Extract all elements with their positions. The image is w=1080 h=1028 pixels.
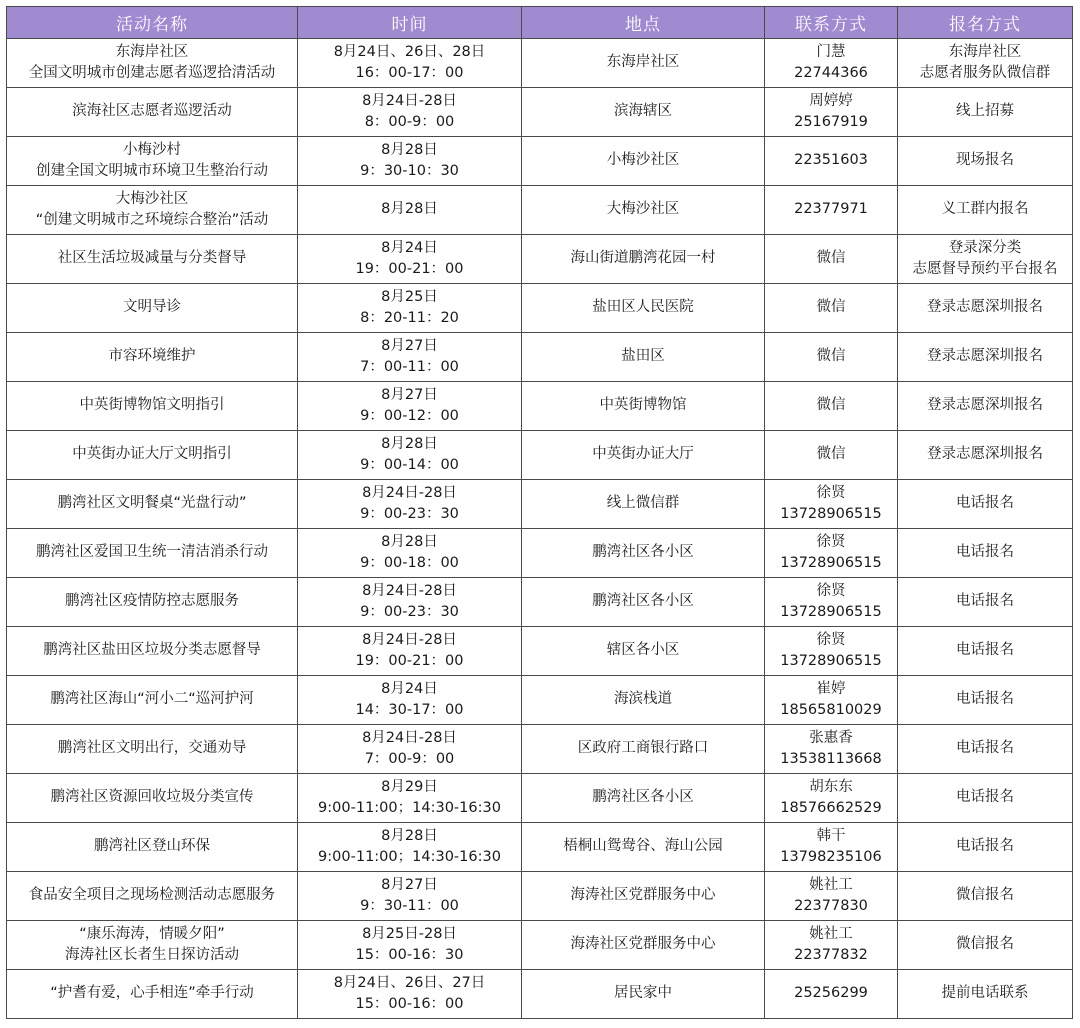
header-location: 地点 bbox=[522, 7, 765, 39]
cell-location-line: 海涛社区党群服务中心 bbox=[570, 936, 716, 953]
cell-activity-line: 鹏湾社区疫情防控志愿服务 bbox=[65, 593, 239, 610]
cell-activity-line: 大梅沙社区 bbox=[115, 190, 189, 207]
table-row bbox=[7, 480, 1073, 529]
cell-signup bbox=[898, 39, 1073, 88]
header-row bbox=[7, 7, 1073, 39]
header-time: 时间 bbox=[298, 7, 522, 39]
table-row bbox=[7, 39, 1073, 88]
cell-contact bbox=[765, 774, 898, 823]
cell-signup-line: 现场报名 bbox=[956, 152, 1014, 169]
cell-time-line: 9：30-10：30 bbox=[360, 163, 459, 179]
cell-time-line: 8月24日-28日 bbox=[362, 582, 457, 599]
cell-location bbox=[522, 921, 765, 970]
cell-contact-line: 13728906515 bbox=[780, 604, 882, 620]
cell-contact-line: 徐贤 bbox=[816, 631, 846, 648]
cell-location bbox=[522, 872, 765, 921]
table-row bbox=[7, 284, 1073, 333]
cell-contact-line: 崔婷 bbox=[816, 680, 846, 697]
cell-signup-line: 电话报名 bbox=[956, 495, 1014, 512]
cell-signup-line: 义工群内报名 bbox=[941, 201, 1029, 218]
cell-location-line: 海山街道鹏湾花园一村 bbox=[570, 250, 716, 267]
cell-location-line: 梧桐山鸳鸯谷、海山公园 bbox=[563, 838, 723, 855]
cell-time bbox=[298, 578, 522, 627]
cell-contact-line: 微信 bbox=[816, 446, 846, 463]
table-row bbox=[7, 676, 1073, 725]
cell-location-line: 居民家中 bbox=[614, 985, 672, 1002]
cell-activity bbox=[7, 970, 298, 1019]
cell-location bbox=[522, 382, 765, 431]
cell-activity-line: 鹏湾社区文明餐桌“光盘行动” bbox=[57, 495, 247, 512]
cell-signup bbox=[898, 774, 1073, 823]
cell-time-line: 16：00-17：00 bbox=[355, 65, 464, 81]
cell-location-line: 鹏湾社区各小区 bbox=[592, 789, 694, 806]
cell-signup-line: 登录志愿深圳报名 bbox=[927, 299, 1043, 316]
cell-contact-line: 姚社工 bbox=[809, 925, 853, 942]
cell-contact-line: 徐贤 bbox=[816, 582, 846, 599]
cell-location-line: 盐田区人民医院 bbox=[592, 299, 694, 316]
cell-signup-line: 电话报名 bbox=[956, 544, 1014, 561]
cell-signup-line: 电话报名 bbox=[956, 691, 1014, 708]
cell-signup bbox=[898, 284, 1073, 333]
cell-time-line: 15：00-16：00 bbox=[355, 996, 464, 1012]
cell-time-line: 8月24日、26日、28日 bbox=[333, 43, 486, 60]
cell-contact-line: 周婷婷 bbox=[809, 92, 853, 109]
cell-contact bbox=[765, 480, 898, 529]
cell-contact-line: 22377971 bbox=[794, 201, 868, 218]
cell-time-line: 9：00-18：00 bbox=[360, 555, 459, 571]
cell-contact-line: 22377832 bbox=[794, 947, 868, 963]
cell-signup-line: 登录深分类 bbox=[948, 239, 1022, 256]
cell-signup-line: 微信报名 bbox=[956, 936, 1014, 953]
cell-location-line: 海滨栈道 bbox=[614, 691, 672, 708]
cell-activity bbox=[7, 627, 298, 676]
cell-activity-line: 小梅沙村 bbox=[123, 141, 181, 158]
cell-time-line: 19：00-21：00 bbox=[355, 261, 464, 277]
cell-signup bbox=[898, 480, 1073, 529]
cell-location-line: 中英街博物馆 bbox=[599, 397, 687, 414]
cell-activity-line: 鹏湾社区爱国卫生统一清洁消杀行动 bbox=[36, 544, 268, 561]
cell-contact-line: 徐贤 bbox=[816, 533, 846, 550]
cell-signup-line: 志愿督导预约平台报名 bbox=[912, 261, 1058, 277]
cell-time bbox=[298, 88, 522, 137]
cell-activity bbox=[7, 480, 298, 529]
cell-contact-line: 韩干 bbox=[816, 827, 846, 844]
cell-time bbox=[298, 137, 522, 186]
cell-contact bbox=[765, 578, 898, 627]
cell-time-line: 9：30-11：00 bbox=[360, 898, 459, 914]
cell-location bbox=[522, 88, 765, 137]
cell-time bbox=[298, 774, 522, 823]
cell-contact-line: 22744366 bbox=[794, 65, 868, 81]
cell-contact bbox=[765, 186, 898, 235]
cell-activity bbox=[7, 284, 298, 333]
cell-contact-line: 18565810029 bbox=[780, 702, 882, 718]
cell-activity bbox=[7, 921, 298, 970]
table-row bbox=[7, 529, 1073, 578]
cell-contact bbox=[765, 137, 898, 186]
cell-signup bbox=[898, 676, 1073, 725]
cell-location bbox=[522, 137, 765, 186]
cell-location bbox=[522, 186, 765, 235]
cell-contact bbox=[765, 921, 898, 970]
cell-contact bbox=[765, 970, 898, 1019]
cell-contact-line: 22377830 bbox=[794, 898, 868, 914]
cell-signup-line: 登录志愿深圳报名 bbox=[927, 397, 1043, 414]
cell-location bbox=[522, 578, 765, 627]
cell-location-line: 线上微信群 bbox=[606, 495, 680, 512]
cell-contact-line: 微信 bbox=[816, 348, 846, 365]
cell-contact-line: 13728906515 bbox=[780, 506, 882, 522]
cell-time-line: 19：00-21：00 bbox=[355, 653, 464, 669]
cell-contact-line: 13728906515 bbox=[780, 555, 882, 571]
cell-signup-line: 登录志愿深圳报名 bbox=[927, 348, 1043, 365]
cell-contact bbox=[765, 872, 898, 921]
cell-activity-line: 全国文明城市创建志愿者巡逻拾清活动 bbox=[28, 65, 276, 81]
cell-time-line: 9：00-23：30 bbox=[360, 506, 459, 522]
cell-activity bbox=[7, 676, 298, 725]
cell-activity bbox=[7, 333, 298, 382]
cell-signup-line: 电话报名 bbox=[956, 789, 1014, 806]
cell-time-line: 14：30-17：00 bbox=[355, 702, 464, 718]
cell-time-line: 8月24日 bbox=[381, 680, 438, 697]
cell-activity-line: 鹏湾社区资源回收垃圾分类宣传 bbox=[50, 789, 254, 806]
cell-signup bbox=[898, 578, 1073, 627]
cell-contact bbox=[765, 725, 898, 774]
cell-location-line: 海涛社区党群服务中心 bbox=[570, 887, 716, 904]
cell-activity bbox=[7, 872, 298, 921]
cell-activity-line: “康乐海涛，情暖夕阳” bbox=[79, 925, 225, 942]
cell-time bbox=[298, 431, 522, 480]
cell-contact-line: 门慧 bbox=[816, 43, 846, 60]
table-header bbox=[7, 7, 1073, 39]
cell-signup bbox=[898, 725, 1073, 774]
cell-location-line: 鹏湾社区各小区 bbox=[592, 593, 694, 610]
cell-location-line: 区政府工商银行路口 bbox=[577, 740, 709, 757]
cell-location-line: 滨海辖区 bbox=[614, 103, 672, 120]
cell-time-line: 8月27日 bbox=[381, 337, 438, 354]
table-row bbox=[7, 137, 1073, 186]
cell-signup bbox=[898, 627, 1073, 676]
cell-contact bbox=[765, 235, 898, 284]
cell-contact bbox=[765, 529, 898, 578]
table-row bbox=[7, 627, 1073, 676]
activity-schedule bbox=[6, 6, 1072, 1019]
cell-activity-line: “创建文明城市之环境综合整治”活动 bbox=[35, 212, 269, 228]
cell-time-line: 8月28日 bbox=[381, 435, 438, 452]
cell-contact bbox=[765, 627, 898, 676]
cell-signup bbox=[898, 529, 1073, 578]
cell-signup bbox=[898, 872, 1073, 921]
cell-contact-line: 18576662529 bbox=[780, 800, 882, 816]
cell-activity-line: 鹏湾社区文明出行，交通劝导 bbox=[57, 740, 247, 757]
cell-location bbox=[522, 235, 765, 284]
cell-time bbox=[298, 725, 522, 774]
cell-signup-line: 电话报名 bbox=[956, 642, 1014, 659]
cell-time bbox=[298, 970, 522, 1019]
cell-location-line: 鹏湾社区各小区 bbox=[592, 544, 694, 561]
cell-time-line: 8月25日-28日 bbox=[362, 925, 457, 942]
cell-signup-line: 东海岸社区 bbox=[948, 43, 1022, 60]
cell-signup-line: 线上招募 bbox=[956, 103, 1014, 120]
header-signup: 报名方式 bbox=[898, 7, 1073, 39]
cell-time bbox=[298, 235, 522, 284]
cell-time bbox=[298, 382, 522, 431]
table-row bbox=[7, 578, 1073, 627]
header-contact: 联系方式 bbox=[765, 7, 898, 39]
cell-time-line: 8月28日 bbox=[381, 827, 438, 844]
cell-time-line: 8月24日 bbox=[381, 239, 438, 256]
cell-time bbox=[298, 921, 522, 970]
cell-time-line: 15：00-16：30 bbox=[355, 947, 464, 963]
cell-time-line: 8月29日 bbox=[381, 778, 438, 795]
cell-time-line: 8：00-9：00 bbox=[364, 114, 455, 130]
cell-time bbox=[298, 676, 522, 725]
cell-time-line: 8月28日 bbox=[381, 201, 438, 218]
table-row bbox=[7, 88, 1073, 137]
cell-time-line: 8月24日-28日 bbox=[362, 631, 457, 648]
cell-signup bbox=[898, 431, 1073, 480]
cell-location bbox=[522, 39, 765, 88]
cell-time bbox=[298, 872, 522, 921]
cell-contact-line: 13538113668 bbox=[780, 751, 882, 767]
cell-time-line: 8月25日 bbox=[381, 288, 438, 305]
cell-contact bbox=[765, 676, 898, 725]
table-row bbox=[7, 823, 1073, 872]
cell-time bbox=[298, 480, 522, 529]
cell-activity-line: 海涛社区长者生日探访活动 bbox=[65, 947, 239, 963]
cell-time bbox=[298, 823, 522, 872]
cell-time-line: 8：20-11：20 bbox=[360, 310, 459, 326]
cell-time-line: 9:00-11:00；14:30-16:30 bbox=[318, 849, 501, 865]
cell-contact bbox=[765, 88, 898, 137]
table-row bbox=[7, 872, 1073, 921]
cell-activity-line: 鹏湾社区盐田区垃圾分类志愿督导 bbox=[43, 642, 261, 659]
cell-activity bbox=[7, 431, 298, 480]
table-row bbox=[7, 382, 1073, 431]
cell-contact bbox=[765, 382, 898, 431]
cell-contact-line: 徐贤 bbox=[816, 484, 846, 501]
cell-location-line: 小梅沙社区 bbox=[606, 152, 680, 169]
cell-activity-line: 鹏湾社区登山环保 bbox=[94, 838, 210, 855]
cell-signup bbox=[898, 88, 1073, 137]
cell-signup bbox=[898, 235, 1073, 284]
cell-contact-line: 25256299 bbox=[794, 985, 868, 1002]
cell-contact-line: 22351603 bbox=[794, 152, 868, 169]
cell-contact bbox=[765, 823, 898, 872]
cell-activity bbox=[7, 578, 298, 627]
cell-activity-line: “护耆有爱，心手相连”牵手行动 bbox=[50, 985, 254, 1002]
cell-signup-line: 电话报名 bbox=[956, 740, 1014, 757]
cell-activity-line: 创建全国文明城市环境卫生整治行动 bbox=[36, 163, 268, 179]
cell-time-line: 7：00-9：00 bbox=[364, 751, 455, 767]
table-row bbox=[7, 431, 1073, 480]
cell-time-line: 8月27日 bbox=[381, 876, 438, 893]
cell-signup-line: 电话报名 bbox=[956, 593, 1014, 610]
cell-contact bbox=[765, 431, 898, 480]
cell-activity bbox=[7, 88, 298, 137]
cell-contact-line: 微信 bbox=[816, 250, 846, 267]
cell-time-line: 8月24日、26日、27日 bbox=[333, 974, 486, 991]
cell-time bbox=[298, 529, 522, 578]
cell-time-line: 9：00-23：30 bbox=[360, 604, 459, 620]
cell-location bbox=[522, 431, 765, 480]
cell-location-line: 辖区各小区 bbox=[606, 642, 680, 659]
cell-activity bbox=[7, 39, 298, 88]
cell-location bbox=[522, 480, 765, 529]
cell-location bbox=[522, 970, 765, 1019]
cell-activity bbox=[7, 774, 298, 823]
cell-time-line: 8月24日-28日 bbox=[362, 484, 457, 501]
cell-signup bbox=[898, 382, 1073, 431]
cell-time-line: 9：00-14：00 bbox=[360, 457, 459, 473]
cell-activity-line: 社区生活垃圾减量与分类督导 bbox=[57, 250, 247, 267]
cell-activity-line: 鹏湾社区海山“河小二“巡河护河 bbox=[50, 691, 254, 708]
cell-contact-line: 25167919 bbox=[794, 114, 868, 130]
cell-location bbox=[522, 284, 765, 333]
cell-location bbox=[522, 676, 765, 725]
cell-signup bbox=[898, 921, 1073, 970]
cell-location bbox=[522, 774, 765, 823]
cell-signup bbox=[898, 333, 1073, 382]
table-row bbox=[7, 970, 1073, 1019]
cell-contact-line: 微信 bbox=[816, 299, 846, 316]
cell-activity bbox=[7, 529, 298, 578]
cell-location bbox=[522, 627, 765, 676]
table-row bbox=[7, 725, 1073, 774]
cell-activity-line: 市容环境维护 bbox=[108, 348, 196, 365]
cell-location-line: 东海岸社区 bbox=[606, 54, 680, 71]
cell-contact bbox=[765, 284, 898, 333]
cell-signup bbox=[898, 970, 1073, 1019]
cell-signup-line: 微信报名 bbox=[956, 887, 1014, 904]
cell-location bbox=[522, 333, 765, 382]
cell-contact-line: 13798235106 bbox=[780, 849, 882, 865]
cell-activity-line: 文明导诊 bbox=[123, 299, 181, 316]
table-body bbox=[7, 39, 1073, 1019]
table-row bbox=[7, 186, 1073, 235]
cell-time-line: 8月24日-28日 bbox=[362, 92, 457, 109]
cell-time bbox=[298, 333, 522, 382]
table-row bbox=[7, 235, 1073, 284]
table-row bbox=[7, 333, 1073, 382]
cell-time-line: 7：00-11：00 bbox=[360, 359, 459, 375]
header-activity: 活动名称 bbox=[7, 7, 298, 39]
cell-time-line: 9:00-11:00；14:30-16:30 bbox=[318, 800, 501, 816]
cell-signup-line: 电话报名 bbox=[956, 838, 1014, 855]
cell-time-line: 8月28日 bbox=[381, 141, 438, 158]
cell-time bbox=[298, 284, 522, 333]
cell-signup-line: 提前电话联系 bbox=[941, 985, 1029, 1002]
cell-time-line: 8月28日 bbox=[381, 533, 438, 550]
cell-time bbox=[298, 39, 522, 88]
cell-time-line: 9：00-12：00 bbox=[360, 408, 459, 424]
cell-signup bbox=[898, 823, 1073, 872]
cell-activity-line: 中英街办证大厅文明指引 bbox=[72, 446, 232, 463]
cell-location-line: 大梅沙社区 bbox=[606, 201, 680, 218]
cell-activity bbox=[7, 186, 298, 235]
table-row bbox=[7, 774, 1073, 823]
cell-signup-line: 志愿者服务队微信群 bbox=[919, 65, 1051, 81]
cell-location-line: 盐田区 bbox=[621, 348, 665, 365]
cell-activity-line: 滨海社区志愿者巡逻活动 bbox=[72, 103, 232, 120]
cell-activity bbox=[7, 725, 298, 774]
cell-activity-line: 中英街博物馆文明指引 bbox=[79, 397, 225, 414]
cell-activity-line: 东海岸社区 bbox=[115, 43, 189, 60]
cell-signup-line: 登录志愿深圳报名 bbox=[927, 446, 1043, 463]
cell-contact-line: 13728906515 bbox=[780, 653, 882, 669]
cell-activity bbox=[7, 823, 298, 872]
cell-contact bbox=[765, 333, 898, 382]
cell-location-line: 中英街办证大厅 bbox=[592, 446, 694, 463]
cell-activity bbox=[7, 137, 298, 186]
cell-time-line: 8月27日 bbox=[381, 386, 438, 403]
table-row bbox=[7, 921, 1073, 970]
activity-table bbox=[6, 6, 1073, 1019]
cell-contact-line: 胡东东 bbox=[809, 778, 853, 795]
cell-activity bbox=[7, 382, 298, 431]
cell-time-line: 8月24日-28日 bbox=[362, 729, 457, 746]
cell-contact-line: 张惠香 bbox=[809, 729, 853, 746]
cell-time bbox=[298, 186, 522, 235]
cell-contact bbox=[765, 39, 898, 88]
cell-signup bbox=[898, 186, 1073, 235]
cell-time bbox=[298, 627, 522, 676]
cell-activity bbox=[7, 235, 298, 284]
cell-location bbox=[522, 823, 765, 872]
cell-location bbox=[522, 529, 765, 578]
cell-signup bbox=[898, 137, 1073, 186]
cell-contact-line: 姚社工 bbox=[809, 876, 853, 893]
cell-contact-line: 微信 bbox=[816, 397, 846, 414]
cell-location bbox=[522, 725, 765, 774]
cell-activity-line: 食品安全项目之现场检测活动志愿服务 bbox=[28, 887, 276, 904]
